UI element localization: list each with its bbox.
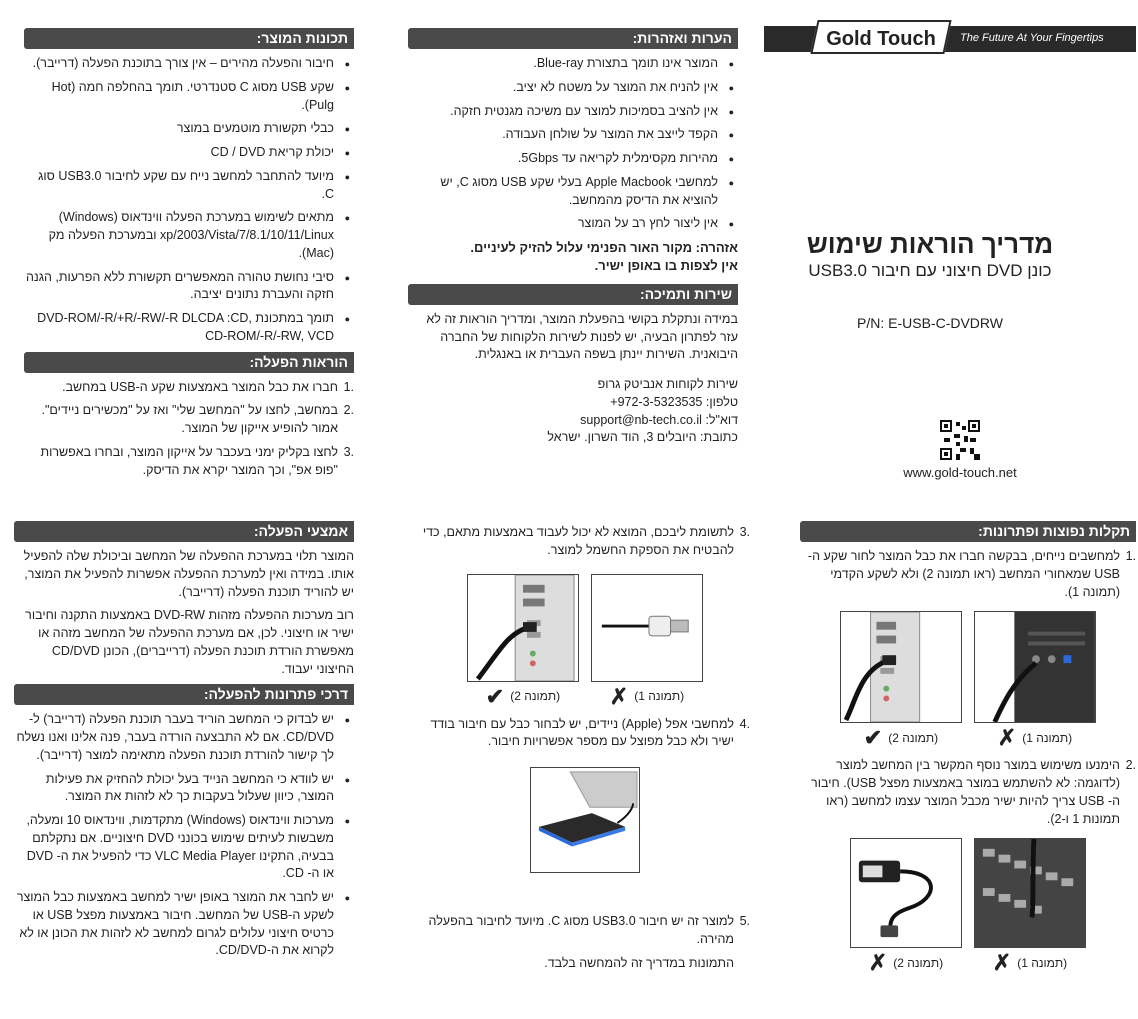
- power-column: [14, 521, 354, 966]
- figure: [850, 838, 962, 974]
- troubleshooting-header: תקלות נפוצות ופתרונות:: [800, 521, 1136, 542]
- figure: [467, 574, 579, 708]
- operation-list: [24, 379, 354, 480]
- figure-row-hubs: [800, 838, 1136, 974]
- pc-back-cable-image: [467, 574, 579, 682]
- list-item: ● המוצר אינו תומך בתצורת Blue-ray.: [408, 55, 738, 73]
- features-list: [24, 55, 354, 346]
- service-paragraph: במידה ונתקלת בקושי בהפעלת המוצר, ומדריך הוראות זה לא עזר לפתרון הבעיה, יש לפנות לשירות הלקוחות של החברה היבואנית. השירות יינתן בשפה העברית או באנגלית.: [426, 311, 738, 362]
- x-mark-icon: ✗: [609, 683, 629, 709]
- notes-list: [408, 55, 738, 233]
- list-item: .1 חברו את כבל המוצר באמצעות שקע ה-USB במחשב.: [62, 379, 354, 394]
- list-item: ● מתאים לשימוש במערכת הפעלה ווינדאוס (Windows) xp/2003/Vista/7/8.1/10/11/Linux ובמערכת הפעלה מק (Mac).: [24, 209, 354, 262]
- list-item: ● הקפד לייצב את המוצר על שולחן העבודה.: [408, 126, 738, 144]
- list-item: ● שקע USB מסוג C סטנדרטי. תומך בהחלפה חמה (Hot Pulg).: [24, 79, 354, 115]
- figure-caption: (תמונה 2) ✔: [863, 725, 939, 751]
- list-item: .1 למחשבים נייחים, בבקשה חברו את כבל המוצר לחור שקע ה-USB שמאחורי המחשב (ראו תמונה 2) ולא לשקע הקדמי (תמונה 1).: [807, 549, 1136, 599]
- figure-caption: (תמונה 1) ✗: [992, 950, 1068, 976]
- list-item: ● יש לוודא כי המחשב הנייד בעל יכולת להחזיק את פעילות המוצר, כיוון שעלול בעקבות כך לא לזהות את המוצר.: [14, 771, 354, 807]
- manual-subtitle: כונן DVD חיצוני עם חיבור USB3.0: [808, 261, 1052, 280]
- list-item: ● אין להניח את המוצר על משטח לא יציב.: [408, 79, 738, 97]
- check-icon: ✔: [485, 683, 505, 709]
- figure-caption: (תמונה 1) ✗: [609, 683, 685, 709]
- list-item: ● יש לבדוק כי המחשב הוריד בעבר תוכנת הפעלה (דרייבר) ל-CD/DVD. אם לא התבצעה הורדה בעבר, פנה אלינו ואנו נשלח לך קישור להורדת תוכנת הפעלה מתאימה למוצר (דרייבר).: [14, 711, 354, 764]
- figure-row-mac: [420, 767, 750, 873]
- service-header: שירות ותמיכה:: [408, 284, 738, 305]
- power-paragraph-1: המוצר תלוי במערכת ההפעלה של המחשב וביכולת שלה להפעיל אותו. במידה ואין למערכת ההפעלה אפשרות להפעיל את המוצר, יש להוריד תוכנת הפעלה (דרייבר).: [23, 549, 354, 599]
- list-item: ● מיועד להתחבר למחשב נייח עם שקע לחיבור USB3.0 סוג C.: [24, 168, 354, 204]
- list-item: ● יכולת קריאת CD / DVD: [24, 144, 354, 162]
- contact-block: [408, 376, 738, 447]
- usb-adapter-image: [850, 838, 962, 948]
- warning-text: אזהרה: מקור האור הפנימי עלול להזיק לעיניים. אין לצפות בו באופן ישיר.: [470, 240, 738, 274]
- troubleshooting-list-e: [420, 913, 750, 949]
- usb-hub-image: [974, 838, 1086, 948]
- service-address: כתובת: היובלים 3, הוד השרון. ישראל: [547, 430, 738, 445]
- troubleshooting-column-2: [420, 524, 750, 972]
- service-company: שירות לקוחות אנביטק גרופ: [597, 377, 738, 392]
- figure: [974, 611, 1096, 749]
- list-item: ● אין ליצור לחץ רב על המוצר: [408, 215, 738, 233]
- list-item: ● כבלי תקשורת מוטמעים במוצר: [24, 120, 354, 138]
- list-item: .4 למחשבי אפל (Apple) ניידים, יש לבחור כבל עם חיבור בודד ישיר ולא כבל מפוצל עם מספר אפשרויות חיבור.: [430, 716, 750, 749]
- manual-title: מדריך הוראות שימוש: [806, 229, 1054, 259]
- part-number: P/N: E-USB-C-DVDRW: [857, 315, 1003, 331]
- footnote: התמונות במדריך זה להמחשה בלבד.: [544, 955, 734, 970]
- list-item: ● מערכות ווינדאוס (Windows) מתקדמות, ווינדאוס 10 ומעלה, משבשות לעיתים שימוש בכונני DVD חיצוניים. אם נתקלתם בבעיה, התקינו VLC Media Player כדי להפעיל את ה- DVD או ה- CD.: [14, 812, 354, 883]
- list-item: ● למחשבי Apple Macbook בעלי שקע USB מסוג C, יש להוציא את הדיסק מהמחשב.: [408, 174, 738, 210]
- figure: [591, 574, 703, 708]
- brand-tagline: The Future At Your Fingertips: [960, 32, 1104, 44]
- operation-header: הוראות הפעלה:: [24, 352, 354, 373]
- list-item: ● תומך במתכונת DVD-ROM/-R/+R/-RW/-R DLCDA :CD, CD-ROM/-R/-RW, VCD: [24, 310, 354, 346]
- figure-row-adapter: [420, 574, 750, 708]
- x-mark-icon: ✗: [997, 725, 1017, 751]
- features-column: [24, 28, 354, 485]
- x-mark-icon: ✗: [868, 950, 888, 976]
- figure: [840, 611, 962, 749]
- list-item: .3 לתשומת ליבכם, המוצא לא יכול לעבוד באמצעות מתאם, כדי להבטיח את הספקת החשמל למוצר.: [422, 525, 750, 557]
- power-header: אמצעי הפעלה:: [14, 521, 354, 542]
- power-paragraph-2: רוב מערכות ההפעלה מזהות DVD-RW באמצעות התקנה וחיבור ישיר או חיצוני. לכן, אם מערכת ההפעלה של המחשב מזהה או מאפשרת הורדת תוכנת הפעלה (דרייברים), הכונן CD/DVD החיצוני יעבוד.: [25, 608, 354, 676]
- notes-column: [408, 28, 738, 447]
- troubleshooting-list-c: [420, 524, 750, 560]
- list-item: ● מהירות מקסימלית לקריאה עד 5Gbps.: [408, 150, 738, 168]
- figure-caption: (תמונה 2) ✗: [868, 950, 944, 976]
- service-phone: טלפון: +972-3-5323535: [610, 394, 738, 409]
- figure-row-desktop-ports: [800, 611, 1136, 749]
- macbook-drive-image: [530, 767, 640, 873]
- list-item: .3 לחצו בקליק ימני בעכבר על אייקון המוצר, ובחרו באפשרות "פופ אפ", וכך המוצר יקרא את הדיסק.: [40, 444, 354, 477]
- pc-back-port-image: [840, 611, 962, 723]
- x-mark-icon: ✗: [992, 950, 1012, 976]
- solutions-header: דרכי פתרונות להפעלה:: [14, 684, 354, 705]
- troubleshooting-column: [800, 521, 1136, 978]
- figure: [974, 838, 1086, 974]
- troubleshooting-list-a: [800, 548, 1136, 601]
- pc-front-port-image: [974, 611, 1096, 723]
- check-icon: ✔: [863, 725, 883, 751]
- figure-caption: (תמונה 2) ✔: [485, 683, 561, 709]
- list-item: ● חיבור והפעלה מהירים – אין צורך בתוכנת הפעלה (דרייבר).: [24, 55, 354, 73]
- figure-caption: (תמונה 1) ✗: [997, 725, 1073, 751]
- brand-logo: Gold Touch: [826, 28, 936, 50]
- notes-header: הערות ואזהרות:: [408, 28, 738, 49]
- qr-code-icon: [940, 420, 980, 460]
- service-email[interactable]: דוא"ל: support@nb-tech.co.il: [580, 412, 738, 427]
- list-item: ● אין להציב בסמיכות למוצר עם משיכה מגנטית חזקה.: [408, 103, 738, 121]
- list-item: .5 למוצר זה יש חיבור USB3.0 מסוג C. מיועד לחיבור בהפעלה מהירה.: [428, 914, 750, 946]
- list-item: ● יש לחבר את המוצר באופן ישיר למחשב באמצעות כבל המוצר לשקע ה-USB של המחשב. חיבור באמצעות מפצל USB או כרטיס חיצוני עלולים לגרום למחשב לא לזהות את הכונן או לא לקרוא את ה-CD/DVD.: [14, 889, 354, 960]
- adapter-image: [591, 574, 703, 682]
- website-link[interactable]: www.gold-touch.net: [903, 465, 1017, 480]
- troubleshooting-list-d: [420, 716, 750, 752]
- list-item: .2 הימנעו משימוש במוצר נוסף המקשר בין המחשב למוצר (לדוגמה: לא להשתמש במוצר באמצעות מפצל USB). חיבור ה- USB צריך להיות ישיר מכבל המוצר עצמו למחשב (ראו תמונות 1 ו-2).: [811, 758, 1136, 826]
- solutions-list: [14, 711, 354, 960]
- features-header: תכונות המוצר:: [24, 28, 354, 49]
- list-item: ● סיבי נחושת טהורה המאפשרים תקשורת ללא הפרעות, הגנה חזקה והעברת נתונים יציבה.: [24, 269, 354, 305]
- troubleshooting-list-b: [800, 757, 1136, 828]
- list-item: .2 במחשב, לחצו על "המחשב שלי" ואז על "מכשירים ניידים". אמור להופיע אייקון של המוצר.: [41, 403, 354, 435]
